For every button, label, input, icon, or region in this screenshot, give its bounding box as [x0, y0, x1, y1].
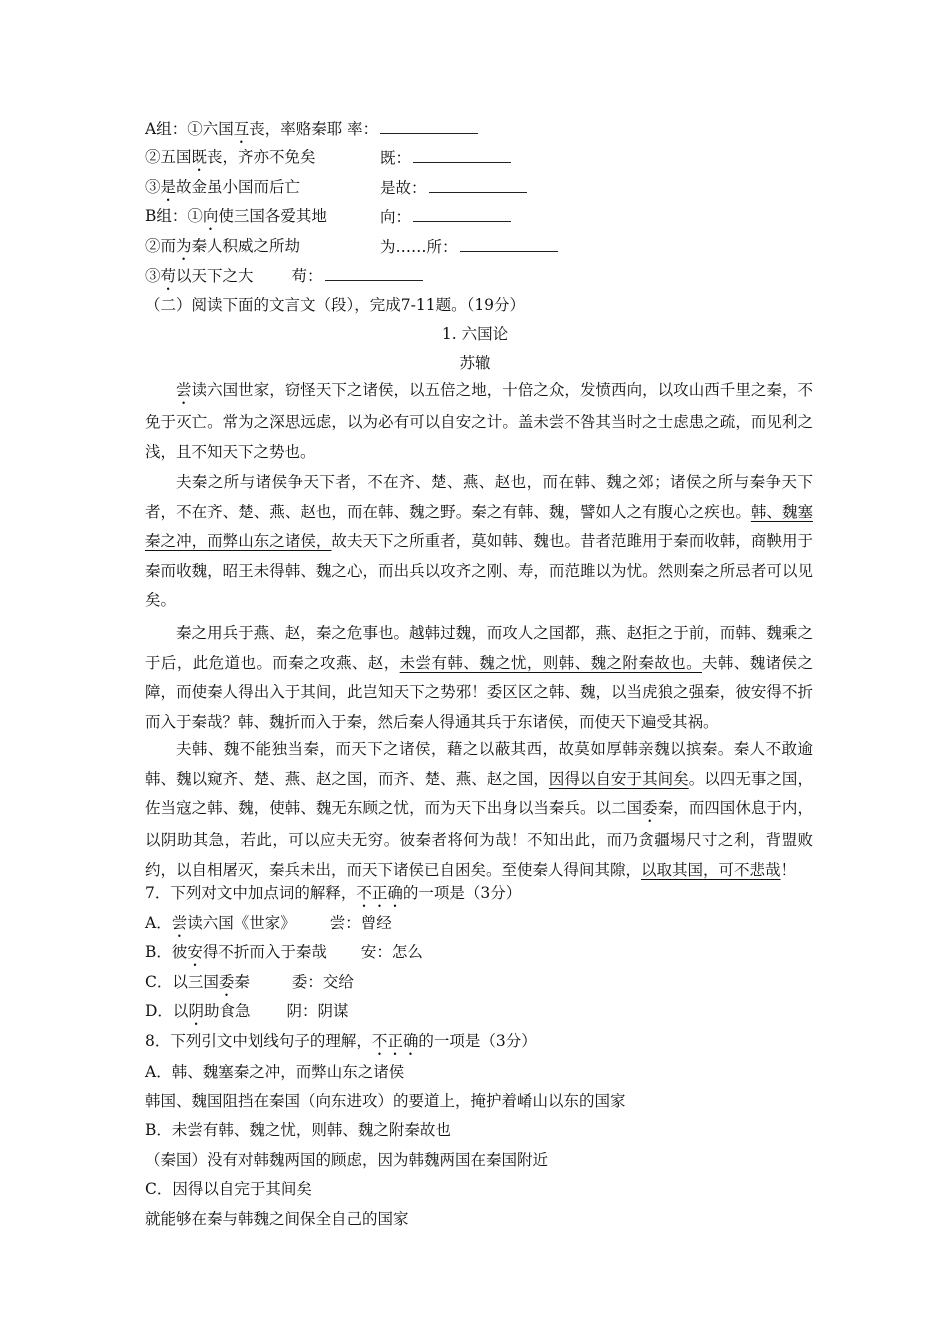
question-7-option-a[interactable]	[145, 912, 392, 941]
text: 。以四无事之国，佐当寇之韩、魏，使韩、魏无东顾之忧，而为天下出身以当秦兵。以二国	[145, 769, 813, 817]
answer-blank[interactable]	[429, 176, 527, 193]
dotted-char: 尝	[171, 914, 188, 932]
text: 故金虽小国而后亡	[176, 178, 301, 196]
passage-paragraph-3	[145, 619, 813, 737]
text: 秦人积威之所劫	[191, 237, 301, 255]
text: 读六国世家，窃怪天下之诸侯，以五倍之地，十倍之众，发愤西向，以攻山西千里之秦，不免于灭亡。常为之深思远虑，以为必有可以自安之计。盖未尝不咎其当时之士虑患之疏，而见利之浅，且不知天下之势也。	[145, 381, 813, 461]
text: 8．下列引文中划线句子的理解，	[145, 1032, 372, 1050]
group-a-item-2	[145, 146, 316, 175]
dotted-char: 阴	[188, 1002, 204, 1020]
dotted-char: 苟	[160, 267, 177, 285]
question-7-stem	[145, 882, 521, 911]
text: 的一项是（3分）	[418, 1032, 537, 1050]
dotted-char: 委	[218, 973, 235, 991]
answer-label: 苟：	[291, 267, 323, 285]
text: 秦	[234, 973, 250, 991]
text: 7．下列对文中加点词的解释，	[145, 884, 357, 902]
text: 使三国各爱其地	[218, 207, 327, 225]
dotted-char: 是	[160, 178, 177, 196]
group-b-item-3	[145, 264, 423, 294]
text: ！	[780, 860, 797, 879]
text: 秦，而四国休息于内，以阴助其急，若此，可以应夫无穷。彼秦者将何为哉！不知出此，而乃贪疆埸尺寸之利，背盟败约，以自相屠灭，秦兵未出，而天下诸侯已自困矣。至使秦人得间其隙，	[145, 799, 813, 879]
question-7-option-c[interactable]	[145, 971, 354, 1000]
text: 故夫天下之所重者，莫如韩、魏也。昔者范雎用于秦而收韩，商鞅用于秦而收魏，昭王未得韩、魏之心，而出兵以攻齐之刚、寿，而范雎以为忧。然则秦之所忌者可以见矣。	[145, 532, 813, 609]
group-b-item-1-answer	[380, 205, 511, 228]
text: 丧，率赂秦耶 率：	[249, 120, 379, 138]
underlined-sentence: 未尝有韩、魏之忧，则韩、魏之附秦故也。	[399, 653, 702, 672]
passage-paragraph-4	[145, 735, 813, 885]
question-8-option-a[interactable]: A．韩、魏塞秦之冲，而弊山东之诸侯	[145, 1063, 405, 1081]
text: 读六国《世家》	[187, 914, 296, 932]
question-7-option-b[interactable]	[145, 941, 423, 970]
question-8-option-c[interactable]: C．因得以自完于其间矣	[145, 1180, 312, 1198]
group-a-item-2-answer	[380, 146, 511, 169]
passage-paragraph-2	[145, 468, 813, 616]
text: ③	[145, 178, 161, 196]
question-8-option-b-translation: （秦国）没有对韩魏两国的顾虑，因为韩魏两国在秦国附近	[145, 1151, 549, 1169]
text: B．彼	[145, 943, 188, 961]
underlined-sentence: 因得以自安于其间矣	[548, 769, 689, 788]
text: 丧，齐亦不免矣	[207, 148, 316, 166]
text: 夫韩、魏诸侯之障，而使秦人得出入于其间，此岂知天下之势邪！委区区之韩、魏，以当虎狼之强秦，彼安得不折而入于秦哉？韩、魏折而入于秦，然后秦人得通其兵于东诸侯，而使天下遍受其祸。	[145, 653, 813, 731]
dotted-char: 不正确	[371, 1032, 419, 1050]
text: 得不折而入于秦哉	[202, 943, 327, 961]
text: 夫韩、魏不能独当秦，而天下之诸侯，藉之以蔽其西，故莫如厚韩亲魏以摈秦。秦人不敢逾韩、魏以窥齐、楚、燕、赵之国，而齐、楚、燕、赵之国，	[145, 740, 813, 788]
text: 夫秦之所与诸侯争天下者，不在齐、楚、燕、赵也，而在韩、魏之郊；诸侯之所与秦争天下者，不在齐、楚、燕、赵也，而在韩、魏之野。秦之有韩、魏，譬如人之有腹心之疾也。	[145, 473, 813, 521]
text: 以天下之大	[176, 267, 254, 285]
group-a-item-3-answer	[380, 176, 527, 199]
dotted-char: 安	[187, 943, 203, 961]
group-b-item-1	[145, 205, 327, 234]
group-a-item-3	[145, 176, 300, 205]
answer-label: 既：	[380, 149, 412, 167]
dotted-char: 不正确	[356, 884, 403, 902]
answer-blank[interactable]	[413, 205, 511, 222]
text: A．	[145, 914, 172, 932]
answer-label: 是故：	[380, 179, 427, 197]
gloss: 安：怎么	[360, 943, 423, 961]
dotted-char: 向	[202, 207, 219, 225]
text: A组：①六国	[145, 120, 234, 138]
dotted-char: 为	[176, 237, 192, 255]
underlined-sentence: 以取其国，可不悲哉	[641, 860, 781, 879]
answer-blank[interactable]	[380, 117, 478, 134]
answer-blank[interactable]	[413, 146, 511, 163]
answer-label: 向：	[380, 208, 412, 226]
group-a-item-1	[145, 117, 478, 147]
group-b-item-2-answer	[380, 235, 558, 258]
answer-blank[interactable]	[460, 235, 558, 252]
group-b-item-2	[145, 235, 300, 264]
dotted-char: 互	[233, 120, 250, 138]
text: 助食急	[203, 1002, 251, 1020]
question-8-stem	[145, 1030, 537, 1059]
question-8-option-c-translation: 就能够在秦与韩魏之间保全自己的国家	[145, 1210, 409, 1228]
answer-blank[interactable]	[325, 264, 423, 281]
text: C．以三国	[145, 973, 219, 991]
text: ③	[145, 267, 161, 285]
answer-label: 为……所：	[380, 238, 458, 256]
section-heading: （二）阅读下面的文言文（段），完成7-11题。（19分）	[145, 296, 526, 314]
text: 的一项是（3分）	[402, 884, 522, 902]
dotted-char: 尝	[176, 381, 192, 399]
text: B组：①	[145, 207, 203, 225]
question-7-option-d[interactable]	[145, 1000, 348, 1029]
gloss: 尝：曾经	[329, 914, 392, 932]
question-8-option-a-translation: 韩国、魏国阻挡在秦国（向东进攻）的要道上，掩护着崤山以东的国家	[145, 1092, 626, 1110]
text: ②而	[145, 237, 177, 255]
dotted-char: 委	[642, 799, 658, 817]
text: D．以	[145, 1002, 189, 1020]
gloss: 委：交给	[291, 973, 354, 991]
passage-author: 苏辙	[459, 354, 491, 372]
dotted-char: 既	[191, 148, 208, 166]
question-8-option-b[interactable]: B．未尝有韩、魏之忧，则韩、魏之附秦故也	[145, 1121, 451, 1139]
text: 秦之用兵于燕、赵，秦之危事也。越韩过魏，而攻人之国都，燕、赵拒之于前，而韩、魏乘之于后，此危道也。而秦之攻燕、赵，	[145, 624, 813, 672]
underlined-sentence: 韩、魏塞秦之冲，而弊山东之诸侯，	[145, 502, 813, 550]
passage-paragraph-1	[145, 376, 813, 467]
gloss: 阴：阴谋	[286, 1002, 349, 1020]
passage-title: 1. 六国论	[441, 325, 509, 343]
text: ②五国	[145, 148, 192, 166]
